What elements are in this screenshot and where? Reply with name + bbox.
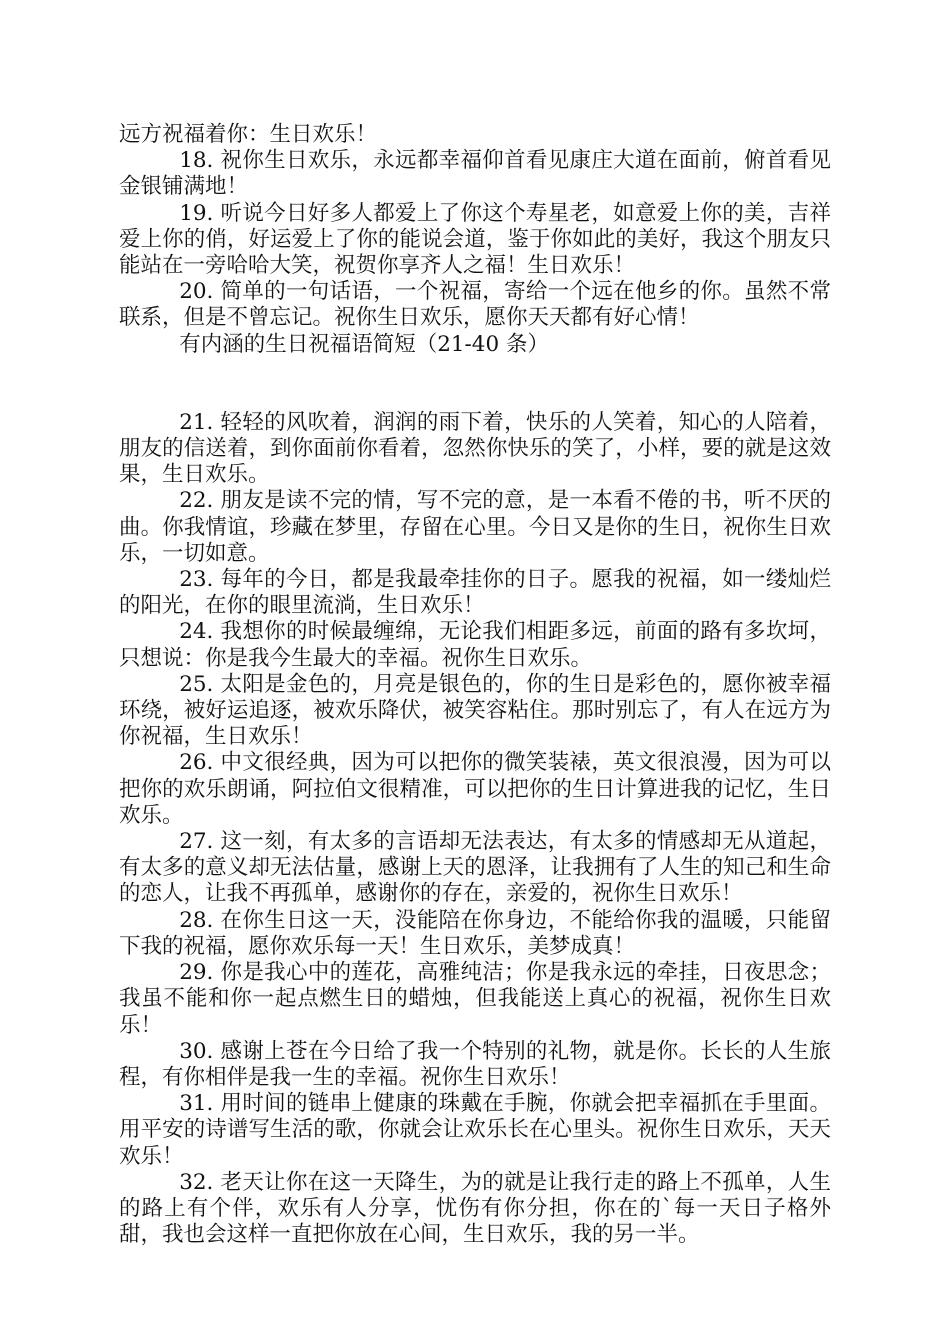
paragraph-20: 20. 简单的一句话语，一个祝福，寄给一个远在他乡的你。虽然不常联系，但是不曾忘记。祝你生日欢乐，愿你天天都有好心情！ xyxy=(119,279,831,331)
paragraph-22: 22. 朋友是读不完的情，写不完的意，是一本看不倦的书，听不厌的曲。你我情谊，珍藏在梦里，存留在心里。今日又是你的生日，祝你生日欢乐，一切如意。 xyxy=(119,488,831,566)
paragraph-30: 30. 感谢上苍在今日给了我一个特别的礼物，就是你。长长的人生旅程，有你相伴是我一生的幸福。祝你生日欢乐！ xyxy=(119,1038,831,1090)
paragraph-29: 29. 你是我心中的莲花，高雅纯洁；你是我永远的牵挂，日夜思念；我虽不能和你一起点燃生日的蜡烛，但我能送上真心的祝福，祝你生日欢乐！ xyxy=(119,960,831,1038)
paragraph-24: 24. 我想你的时候最缠绵，无论我们相距多远，前面的路有多坎坷，只想说：你是我今生最大的幸福。祝你生日欢乐。 xyxy=(119,619,831,671)
section-heading: 有内涵的生日祝福语简短（21-40 条） xyxy=(179,331,550,357)
continuation-text: 远方祝福着你：生日欢乐！ xyxy=(119,122,378,147)
paragraph-32: 32. 老天让你在这一天降生，为的就是让我行走的路上不孤单，人生的路上有个伴，欢乐有人分享，忧伤有你分担，你在的`每一天日子格外甜，我也会这样一直把你放在心间，生日欢乐，我的另一半。 xyxy=(119,1169,831,1248)
blank-line xyxy=(119,358,831,410)
paragraph-18: 18. 祝你生日欢乐，永远都幸福仰首看见康庄大道在面前，俯首看见金银铺满地！ xyxy=(119,148,831,200)
paragraph-25: 25. 太阳是金色的，月亮是银色的，你的生日是彩色的，愿你被幸福环绕，被好运追逐，被欢乐降伏，被笑容粘住。那时别忘了，有人在远方为你祝福，生日欢乐！ xyxy=(119,671,831,750)
paragraph-19: 19. 听说今日好多人都爱上了你这个寿星老，如意爱上你的美，吉祥爱上你的俏，好运爱上了你的能说会道，鉴于你如此的美好，我这个朋友只能站在一旁哈哈大笑，祝贺你享齐人之福！生日欢乐！ xyxy=(119,200,831,279)
paragraph-21: 21. 轻轻的风吹着，润润的雨下着，快乐的人笑着，知心的人陪着，朋友的信送着，到你面前你看着，忽然你快乐的笑了，小样，要的就是这效果，生日欢乐。 xyxy=(119,409,831,488)
paragraph-26: 26. 中文很经典，因为可以把你的微笑装裱，英文很浪漫，因为可以把你的欢乐朗诵，阿拉伯文很精准，可以把你的生日计算进我的记忆，生日欢乐。 xyxy=(119,750,831,828)
paragraph-31: 31. 用时间的链串上健康的珠戴在手腕，你就会把幸福抓在手里面。用平安的诗谱写生活的歌，你就会让欢乐长在心里头。祝你生日欢乐，天天欢乐！ xyxy=(119,1091,831,1169)
paragraph-27: 27. 这一刻，有太多的言语却无法表达，有太多的情感却无从道起，有太多的意义却无法估量，感谢上天的恩泽，让我拥有了人生的知己和生命的恋人，让我不再孤单，感谢你的存在，亲爱的，祝你生日欢乐！ xyxy=(119,829,831,907)
paragraph-23: 23. 每年的今日，都是我最牵挂你的日子。愿我的祝福，如一缕灿烂的阳光，在你的眼里流淌，生日欢乐！ xyxy=(119,567,831,619)
document-body xyxy=(119,122,831,1248)
paragraph-28: 28. 在你生日这一天，没能陪在你身边，不能给你我的温暖，只能留下我的祝福，愿你欢乐每一天！生日欢乐，美梦成真！ xyxy=(119,907,831,959)
